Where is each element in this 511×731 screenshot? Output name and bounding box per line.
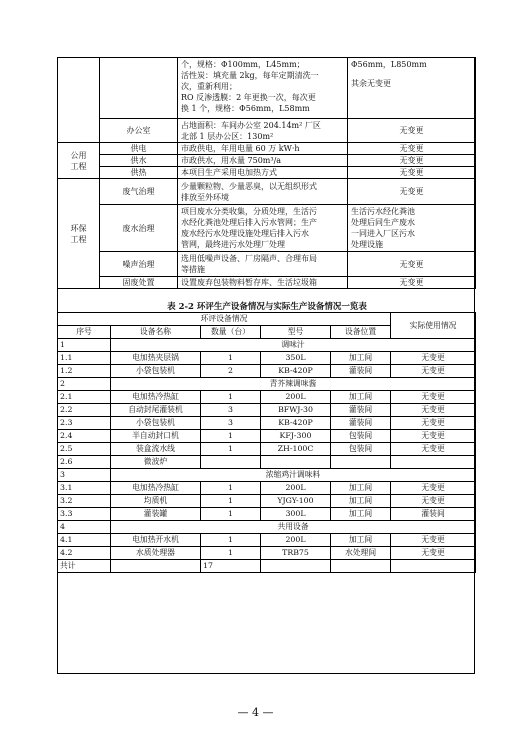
equipment-name: 电加热冷热缸 xyxy=(111,482,201,495)
equipment-location: 加工间 xyxy=(331,391,391,404)
utility-name: 供电 xyxy=(100,143,178,155)
row-number: 2.2 xyxy=(58,404,111,417)
row-number: 2.1 xyxy=(58,391,111,404)
utility-name: 供热 xyxy=(100,167,178,179)
ro-status-cell xyxy=(348,58,476,119)
actual-status: 无变更 xyxy=(391,352,476,365)
row-number: 2.3 xyxy=(58,417,111,430)
env-item-desc xyxy=(178,179,348,205)
text-line: 处理后同生产废水 xyxy=(351,218,415,227)
equipment-model: BFWJ-30 xyxy=(261,404,331,417)
env-item-name: 固废处置 xyxy=(100,277,178,289)
table-row xyxy=(58,277,476,289)
empty-cell xyxy=(391,560,476,573)
equipment-model: TRB75 xyxy=(261,547,331,560)
ro-description-cell xyxy=(178,58,348,119)
column-header: 序号 xyxy=(58,326,111,339)
table-row xyxy=(58,205,476,252)
group-row xyxy=(58,521,476,534)
equipment-quantity xyxy=(201,456,261,469)
text-line: 水经化粪池处理后排入污水管网；生产 xyxy=(181,218,317,227)
text-line: 北部 1 层办公区：130m² xyxy=(181,131,274,141)
env-item-desc xyxy=(178,205,348,252)
table-row xyxy=(58,365,476,378)
text-line: 次，重新利用； xyxy=(181,82,237,91)
equipment-name: 电加热冷热缸 xyxy=(111,391,201,404)
actual-status: 无变更 xyxy=(391,443,476,456)
row-number: 4.2 xyxy=(58,547,111,560)
equipment-location: 灌装间 xyxy=(331,417,391,430)
equipment-quantity: 3 xyxy=(201,417,261,430)
text-line: 处理设施 xyxy=(351,240,383,249)
equipment-location: 加工间 xyxy=(331,352,391,365)
equipment-model: ZH-100C xyxy=(261,443,331,456)
equipment-quantity: 1 xyxy=(201,495,261,508)
equipment-name: 半自动封口机 xyxy=(111,430,201,443)
env-item-status: 无变更 xyxy=(348,179,476,205)
empty-cell xyxy=(58,58,100,143)
equipment-model: 200L xyxy=(261,534,331,547)
row-number: 2.5 xyxy=(58,443,111,456)
row-number: 2.4 xyxy=(58,430,111,443)
group-title: 共用设备 xyxy=(111,521,476,534)
equipment-location xyxy=(331,456,391,469)
actual-status: 无变更 xyxy=(391,417,476,430)
equipment-location: 包装间 xyxy=(331,430,391,443)
table-row xyxy=(58,58,476,119)
equipment-name: 电加热开水机 xyxy=(111,534,201,547)
actual-status: 无变更 xyxy=(391,404,476,417)
text-line: 排放至外环境 xyxy=(181,192,229,202)
table-row xyxy=(58,391,476,404)
equipment-location: 包装间 xyxy=(331,443,391,456)
public-works-group: 公用工程 xyxy=(58,143,100,179)
equipment-table xyxy=(57,312,476,573)
env-item-desc xyxy=(178,252,348,277)
row-number: 3.1 xyxy=(58,482,111,495)
utility-status: 无变更 xyxy=(348,143,476,155)
row-number: 1 xyxy=(58,339,111,352)
equipment-model: KB-420P xyxy=(261,365,331,378)
text-line: 活性炭：填充量 2kg，每年定期清洗一 xyxy=(181,71,319,80)
row-number: 2 xyxy=(58,378,111,391)
utility-status: 无变更 xyxy=(348,167,476,179)
table-caption: 表 2-2 环评生产设备情况与实际生产设备情况一览表 xyxy=(167,302,367,312)
table-row xyxy=(58,167,476,179)
header-actual: 实际使用情况 xyxy=(391,313,476,339)
equipment-name: 均质机 xyxy=(111,495,201,508)
row-number: 3.2 xyxy=(58,495,111,508)
equipment-quantity: 1 xyxy=(201,534,261,547)
utility-name: 供水 xyxy=(100,155,178,167)
text-line: 选用低噪声设备、厂房隔声、合理布局 xyxy=(181,254,317,263)
equipment-model xyxy=(261,456,331,469)
text-line: 等措施 xyxy=(181,265,205,274)
actual-status: 无变更 xyxy=(391,365,476,378)
equipment-quantity: 1 xyxy=(201,391,261,404)
empty-cell xyxy=(261,560,331,573)
equipment-name: 小袋包装机 xyxy=(111,365,201,378)
actual-status: 无变更 xyxy=(391,534,476,547)
group-title: 青芥辣调味酱 xyxy=(111,378,476,391)
table-row xyxy=(58,430,476,443)
actual-status: 无变更 xyxy=(391,430,476,443)
equipment-model: YJGY-100 xyxy=(261,495,331,508)
actual-status: 灌装间 xyxy=(391,508,476,521)
text-line: 占地面积：车间办公室 204.14m² 厂区 xyxy=(181,120,321,130)
env-item-status: 无变更 xyxy=(348,252,476,277)
equipment-name: 自动封尾灌装机 xyxy=(111,404,201,417)
total-row xyxy=(58,560,476,573)
env-item-status xyxy=(348,205,476,252)
engineering-table xyxy=(57,57,476,289)
utility-status: 无变更 xyxy=(348,155,476,167)
header-group: 环评设备情况 xyxy=(58,313,391,326)
column-header: 数量（台） xyxy=(201,326,261,339)
table-row xyxy=(58,443,476,456)
equipment-name: 微波炉 xyxy=(111,456,201,469)
utility-desc: 市政供电，年用电量 60 万 kW·h xyxy=(178,143,348,155)
equipment-quantity: 1 xyxy=(201,508,261,521)
column-header: 设备名称 xyxy=(111,326,201,339)
table-row xyxy=(58,352,476,365)
equipment-quantity: 2 xyxy=(201,365,261,378)
group-row xyxy=(58,378,476,391)
equipment-quantity: 1 xyxy=(201,482,261,495)
table-row xyxy=(58,508,476,521)
table-row xyxy=(58,252,476,277)
equipment-quantity: 1 xyxy=(201,443,261,456)
empty-cell xyxy=(111,560,201,573)
table-row xyxy=(58,179,476,205)
equipment-model: KB-420P xyxy=(261,417,331,430)
table-row xyxy=(58,143,476,155)
text-line: 少量颗粒物、少量恶臭，以无组织形式 xyxy=(181,181,317,191)
text-line: 换 1 个，规格：Φ56mm，L58mm xyxy=(181,104,310,113)
env-item-name: 废气治理 xyxy=(100,179,178,205)
equipment-quantity: 1 xyxy=(201,430,261,443)
equipment-location: 加工间 xyxy=(331,534,391,547)
actual-status: 无变更 xyxy=(391,482,476,495)
text-line: 项目废水分类收集，分质处理，生活污 xyxy=(181,207,317,216)
office-name: 办公室 xyxy=(100,119,178,143)
column-header: 型号 xyxy=(261,326,331,339)
table-row xyxy=(58,456,476,469)
table-row xyxy=(58,404,476,417)
row-number: 4 xyxy=(58,521,111,534)
equipment-model: KFJ-300 xyxy=(261,430,331,443)
text-line: Φ56mm，L850mm xyxy=(351,60,427,69)
equipment-name: 灌装罐 xyxy=(111,508,201,521)
env-item-name: 噪声治理 xyxy=(100,252,178,277)
group-title: 调味汁 xyxy=(111,339,476,352)
equipment-location: 灌装间 xyxy=(331,365,391,378)
row-number: 4.1 xyxy=(58,534,111,547)
equipment-name: 装盒流水线 xyxy=(111,443,201,456)
total-label: 共计 xyxy=(58,560,111,573)
equipment-location: 加工间 xyxy=(331,482,391,495)
equipment-name: 电加热夹层锅 xyxy=(111,352,201,365)
text-line: 个，规格：Φ100mm，L45mm； xyxy=(181,60,305,69)
actual-status: 无变更 xyxy=(391,495,476,508)
actual-status xyxy=(391,456,476,469)
text-line: 管网，最终进污水处理厂处理 xyxy=(181,240,285,249)
table-row xyxy=(58,155,476,167)
table-row xyxy=(58,547,476,560)
text-line: RO 反渗透膜：2 年更换一次，每次更 xyxy=(181,93,316,102)
empty-cell xyxy=(331,560,391,573)
actual-status: 无变更 xyxy=(391,391,476,404)
table-row xyxy=(58,534,476,547)
office-status: 无变更 xyxy=(348,119,476,143)
equipment-location: 水处理间 xyxy=(331,547,391,560)
row-number: 1.2 xyxy=(58,365,111,378)
document-frame xyxy=(57,57,475,674)
equipment-model: 350L xyxy=(261,352,331,365)
group-title: 浓缩鸡汁调味料 xyxy=(111,469,476,482)
equipment-quantity: 1 xyxy=(201,547,261,560)
row-number: 2.6 xyxy=(58,456,111,469)
text-line: 废水经污水处理设施处理后排入污水 xyxy=(181,229,309,238)
equipment-model: 200L xyxy=(261,482,331,495)
page-number: — 4 — xyxy=(237,706,274,719)
text-line: 其余无变更 xyxy=(351,79,391,88)
row-number: 3.3 xyxy=(58,508,111,521)
equipment-model: 300L xyxy=(261,508,331,521)
column-header: 设备位置 xyxy=(331,326,391,339)
env-works-group: 环保工程 xyxy=(58,179,100,289)
table-row xyxy=(58,495,476,508)
equipment-location: 加工间 xyxy=(331,508,391,521)
equipment-location: 灌装间 xyxy=(331,404,391,417)
actual-status: 无变更 xyxy=(391,547,476,560)
row-number: 1.1 xyxy=(58,352,111,365)
env-item-desc: 设置废弃包装物料暂存库、生活垃圾箱 xyxy=(178,277,348,289)
table-row xyxy=(58,119,476,143)
equipment-quantity: 1 xyxy=(201,352,261,365)
equipment-location: 加工间 xyxy=(331,495,391,508)
equipment-name: 水质处理器 xyxy=(111,547,201,560)
empty-cell xyxy=(100,58,178,119)
total-quantity: 17 xyxy=(201,560,261,573)
equipment-model: 200L xyxy=(261,391,331,404)
table-row xyxy=(58,417,476,430)
utility-desc: 市政供水，用水量 750m³/a xyxy=(178,155,348,167)
equipment-name: 小袋包装机 xyxy=(111,417,201,430)
env-item-name: 废水治理 xyxy=(100,205,178,252)
group-row xyxy=(58,339,476,352)
text-line: 一同进入厂区污水 xyxy=(351,229,415,238)
header-row xyxy=(58,313,476,326)
group-row xyxy=(58,469,476,482)
row-number: 3 xyxy=(58,469,111,482)
office-desc xyxy=(178,119,348,143)
text-line: 生活污水经化粪池 xyxy=(351,207,415,216)
env-item-status: 无变更 xyxy=(348,277,476,289)
equipment-quantity: 3 xyxy=(201,404,261,417)
utility-desc: 本项目生产采用电加热方式 xyxy=(178,167,348,179)
table-row xyxy=(58,482,476,495)
